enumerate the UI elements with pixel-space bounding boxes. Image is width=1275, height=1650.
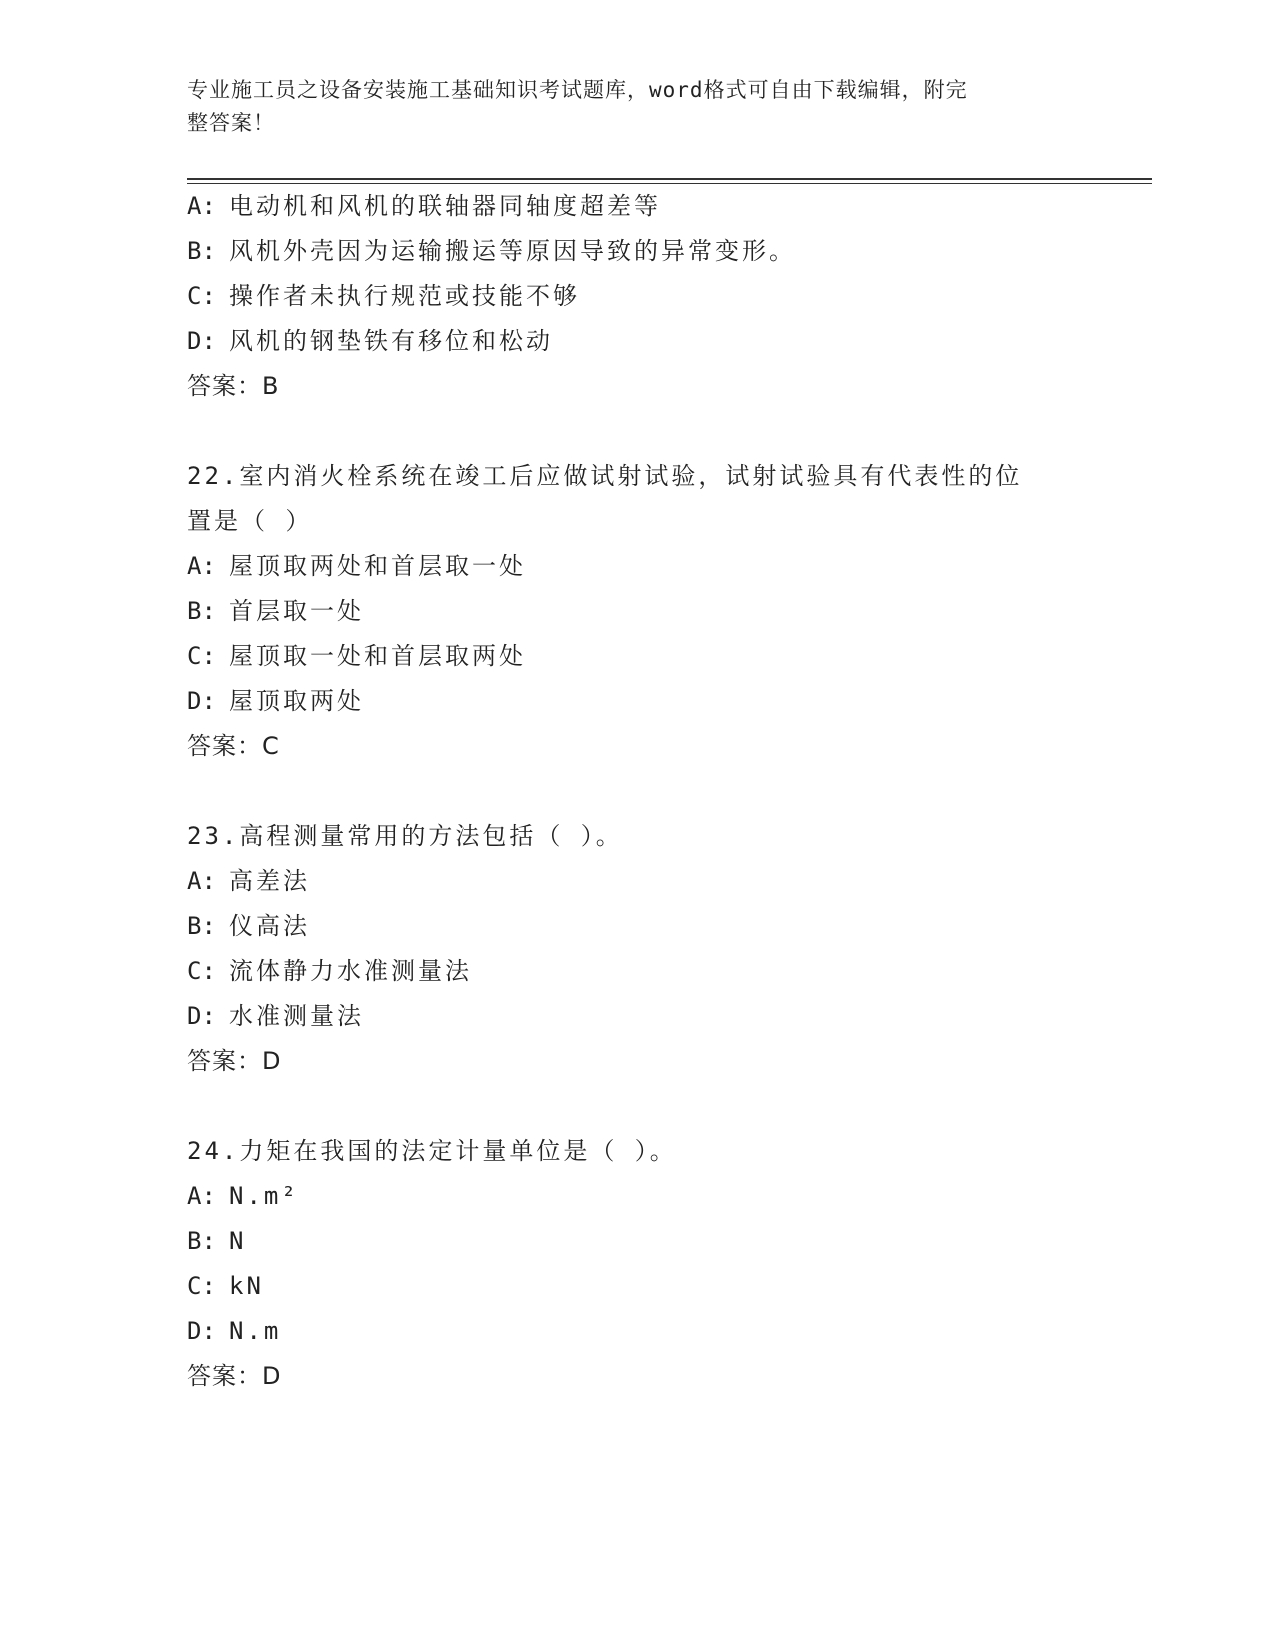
q22-option-b (187, 595, 364, 627)
q24-answer: 答案：D (187, 1362, 282, 1390)
q21-option-b (187, 235, 796, 267)
option-text: 屋顶取两处和首层取一处 (229, 552, 526, 580)
option-text: 流体静力水准测量法 (229, 957, 472, 985)
q23-option-b (187, 910, 310, 942)
option-text: kN (229, 1272, 264, 1300)
option-letter: C: (187, 1272, 216, 1300)
q23-stem: 23.高程测量常用的方法包括（ ）。 (187, 822, 623, 850)
q21-option-d (187, 325, 553, 357)
q23-answer: 答案：D (187, 1047, 282, 1075)
q24-option-b (187, 1225, 246, 1257)
option-letter: D: (187, 327, 216, 355)
option-text: 高差法 (229, 867, 310, 895)
option-letter: C: (187, 282, 216, 310)
q22-answer: 答案：C (187, 732, 280, 760)
q22-option-d (187, 685, 364, 717)
q24-stem: 24.力矩在我国的法定计量单位是（ ）。 (187, 1137, 677, 1165)
q21-option-c (187, 280, 580, 312)
q24-option-c (187, 1270, 264, 1302)
option-letter: D: (187, 687, 216, 715)
option-letter: A: (187, 1182, 216, 1210)
option-text: N.m (229, 1317, 282, 1345)
option-letter: A: (187, 867, 216, 895)
q24-option-a (187, 1180, 299, 1212)
option-letter: B: (187, 597, 216, 625)
q23-option-a (187, 865, 310, 897)
option-text: 屋顶取一处和首层取两处 (229, 642, 526, 670)
q22-option-a (187, 550, 526, 582)
q22-option-c (187, 640, 526, 672)
option-letter: B: (187, 237, 216, 265)
option-text: 仪高法 (229, 912, 310, 940)
option-text: 屋顶取两处 (229, 687, 364, 715)
option-text: N (229, 1227, 247, 1255)
option-text: 风机外壳因为运输搬运等原因导致的异常变形。 (229, 237, 796, 265)
header-line-2: 整答案！ (187, 111, 275, 135)
q24-option-d (187, 1315, 281, 1347)
option-text: 水准测量法 (229, 1002, 364, 1030)
option-letter: D: (187, 1002, 216, 1030)
option-text: N.m² (229, 1182, 299, 1210)
option-text: 风机的钢垫铁有移位和松动 (229, 327, 553, 355)
q22-stem-line-2: 置是（ ） (187, 507, 313, 535)
option-letter: C: (187, 642, 216, 670)
option-letter: A: (187, 192, 216, 220)
q21-option-a (187, 190, 661, 222)
option-text: 操作者未执行规范或技能不够 (229, 282, 580, 310)
q22-stem-line-1: 22.室内消火栓系统在竣工后应做试射试验，试射试验具有代表性的位 (187, 462, 1023, 490)
header-divider-thin (187, 183, 1152, 184)
document-header (187, 74, 1067, 140)
option-letter: C: (187, 957, 216, 985)
header-line-1: 专业施工员之设备安装施工基础知识考试题库，word格式可自由下载编辑，附完 (187, 78, 968, 102)
option-text: 首层取一处 (229, 597, 364, 625)
option-letter: D: (187, 1317, 216, 1345)
header-divider-thick (187, 178, 1152, 180)
option-text: 电动机和风机的联轴器同轴度超差等 (229, 192, 661, 220)
option-letter: A: (187, 552, 216, 580)
q21-answer: 答案：B (187, 372, 280, 400)
q23-option-d (187, 1000, 364, 1032)
q23-option-c (187, 955, 472, 987)
option-letter: B: (187, 1227, 216, 1255)
option-letter: B: (187, 912, 216, 940)
